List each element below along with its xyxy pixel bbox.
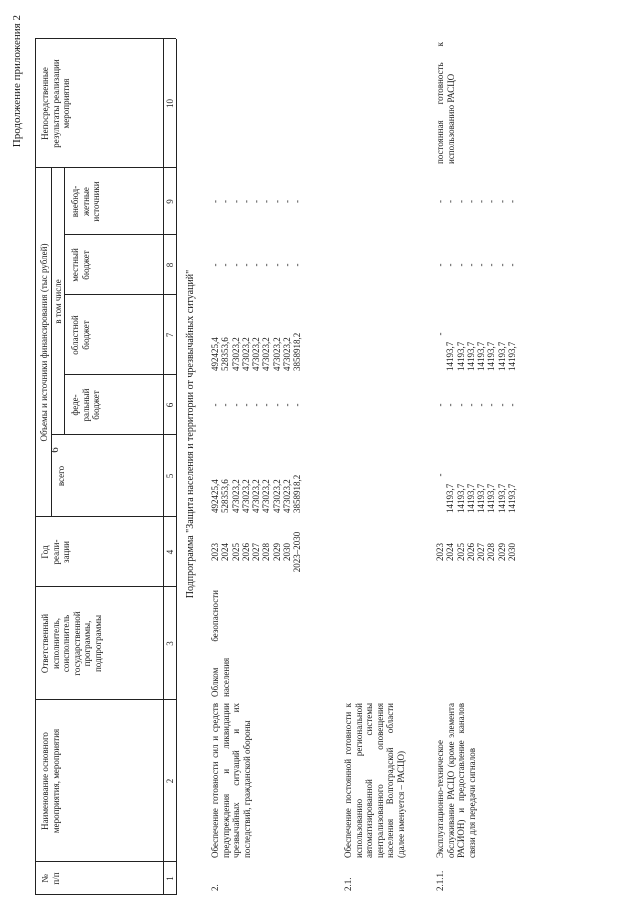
value-cell: 473023,2 (271, 337, 282, 371)
regional-column (210, 297, 303, 371)
col-number: 4 (165, 549, 175, 555)
value-cell: - (251, 200, 262, 203)
value-cell: 473023,2 (282, 337, 293, 371)
value-cell: 473023,2 (251, 479, 262, 513)
value-cell: 14193,7 (496, 341, 507, 371)
value-cell: - (292, 263, 303, 267)
value-cell: 14193,7 (476, 483, 487, 513)
value-cell: - (230, 263, 241, 267)
value-cell: 473023,2 (230, 479, 241, 513)
colnum-bottom-border (176, 39, 177, 895)
row-name: Обеспечение готовности сил и средств предупреждения и ликвидации чрезвычайных ситуаций и их последствий, гражданской обороны (210, 700, 252, 858)
row-name: Обеспечение постоянной готовности к использованию региональной автоматизированной системы централизованного оповещения населения Волгоградской области (далее именуется – РАСЦО) (343, 700, 406, 858)
value-cell: - (445, 403, 456, 407)
value-cell: - (496, 403, 507, 407)
row-number: 2.1.1. (435, 870, 445, 891)
value-cell: - (271, 200, 282, 203)
value-cell: - (435, 263, 445, 267)
value-cell: 14193,7 (455, 483, 466, 513)
value-cell: - (210, 403, 220, 407)
col-number: 8 (165, 262, 175, 268)
value-cell: - (486, 263, 497, 267)
value-cell: - (230, 200, 241, 203)
value-cell: 473023,2 (251, 337, 262, 371)
value-cell: 14193,7 (445, 341, 456, 371)
value-cell: 3858918,2 (292, 474, 303, 513)
value-cell: 473023,2 (230, 337, 241, 371)
value-cell: - (445, 263, 456, 267)
header-federal: феде- ральный бюджет (70, 388, 101, 422)
value-cell: - (261, 263, 272, 267)
year-cell: 2028 (261, 543, 272, 561)
offbudget-column (210, 168, 303, 235)
value-cell: 473023,2 (282, 479, 293, 513)
value-cell: 14193,7 (496, 483, 507, 513)
value-cell: - (465, 403, 476, 407)
total-column (210, 437, 303, 513)
year-cell: 2027 (251, 543, 262, 561)
header-regional: областной бюджет (70, 315, 91, 355)
value-cell: - (476, 403, 487, 407)
value-cell: - (240, 403, 251, 407)
value-cell: - (282, 263, 293, 267)
value-cell: - (465, 263, 476, 267)
value-cell: - (220, 200, 231, 203)
value-cell: - (496, 200, 507, 203)
header-name: Наименование основного мероприятия, мероприятия (40, 728, 61, 834)
local-column (210, 235, 303, 295)
header-offbudget: внебюд- жетные источники (70, 181, 101, 222)
col-number: 10 (165, 99, 175, 108)
year-cell: 2029 (496, 543, 507, 561)
value-cell: 473023,2 (261, 337, 272, 371)
year-cell: 2023–2030 (292, 531, 303, 573)
federal-column (435, 375, 517, 435)
value-cell: 14193,7 (507, 341, 518, 371)
header-results: Непосредственные результаты реализации мероприятия (40, 59, 71, 148)
value-cell: 473023,2 (261, 479, 272, 513)
row-name: Эксплуатационно-техническое обслуживание РАСЦО (кроме элемента РАСИОН) и предоставление каналов связи для передачи сигналов (435, 700, 477, 858)
value-cell: - (486, 200, 497, 203)
year-cell: 2026 (240, 543, 251, 561)
value-cell: 14193,7 (445, 483, 456, 513)
value-cell: - (445, 200, 456, 203)
subprogram-title: Подпрограмма "Защита населения и территории от чрезвычайных ситуаций" (185, 269, 196, 599)
value-cell: - (251, 263, 262, 267)
year-cell: 2023 (210, 543, 220, 561)
row-result: постоянная готовность к использованию РАСЦО (435, 39, 456, 164)
year-cell: 2025 (455, 543, 466, 561)
value-cell: 14193,7 (465, 483, 476, 513)
local-column (435, 235, 517, 295)
value-cell: - (282, 200, 293, 203)
value-cell: 3858918,2 (292, 332, 303, 371)
row-executor: Облком безопасности населения (210, 587, 231, 697)
header-year: Год реали- зации (40, 539, 71, 565)
value-cell: - (271, 403, 282, 407)
value-cell: - (455, 263, 466, 267)
value-cell: - (271, 263, 282, 267)
value-cell: - (435, 200, 445, 203)
year-cell: 2028 (486, 543, 497, 561)
value-cell: 14193,7 (486, 341, 497, 371)
regional-column (435, 297, 517, 371)
value-cell: - (261, 403, 272, 407)
value-cell: 528353,6 (220, 479, 231, 513)
value-cell: - (292, 200, 303, 203)
value-cell: 473023,2 (271, 479, 282, 513)
value-cell: - (220, 403, 231, 407)
value-cell: - (435, 332, 445, 336)
year-cell: 2024 (445, 543, 456, 561)
value-cell: - (240, 263, 251, 267)
year-cell: 2029 (271, 543, 282, 561)
value-cell: 473023,2 (240, 337, 251, 371)
row-number: 2.1. (343, 877, 353, 891)
row-number: 2. (210, 884, 220, 891)
value-cell: 473023,2 (240, 479, 251, 513)
value-cell: - (230, 403, 241, 407)
value-cell: - (455, 403, 466, 407)
value-cell: - (507, 200, 518, 203)
value-cell: - (435, 473, 445, 477)
value-cell: - (507, 403, 518, 407)
value-cell: - (210, 263, 220, 267)
value-cell: - (455, 200, 466, 203)
col-number: 2 (165, 778, 175, 784)
value-cell: - (435, 403, 445, 407)
year-cell: 2030 (282, 543, 293, 561)
value-cell: 492425,4 (210, 479, 220, 513)
year-cell: 2030 (507, 543, 518, 561)
value-cell: 14193,7 (507, 483, 518, 513)
offbudget-column (435, 168, 517, 235)
including-header-rule (64, 168, 65, 435)
page-number: 6 (49, 447, 61, 453)
value-cell: 528353,6 (220, 337, 231, 371)
value-cell: - (486, 403, 497, 407)
value-cell: - (507, 263, 518, 267)
value-cell: - (465, 200, 476, 203)
value-cell: - (476, 263, 487, 267)
header-including: в том числе (53, 279, 63, 324)
total-column (435, 437, 517, 513)
year-cell: 2025 (230, 543, 241, 561)
header-executor: Ответственный исполнитель, соисполнитель государственной программы, подпрограммы (40, 611, 103, 676)
value-cell: - (210, 200, 220, 203)
col-number: 6 (165, 402, 175, 408)
col-number: 3 (165, 641, 175, 646)
value-cell: - (251, 403, 262, 407)
year-cell: 2027 (476, 543, 487, 561)
years-column (210, 517, 303, 587)
year-cell: 2023 (435, 543, 445, 561)
value-cell: 14193,7 (455, 341, 466, 371)
header-total: всего (56, 465, 66, 487)
value-cell: - (496, 263, 507, 267)
value-cell: - (261, 200, 272, 203)
year-cell: 2024 (220, 543, 231, 561)
header-funding: Объемы и источники финансирования (тыс рублей) (39, 243, 49, 442)
col-number: 9 (165, 199, 175, 204)
funding-header-rule (51, 168, 52, 517)
value-cell: - (476, 200, 487, 203)
value-cell: - (292, 403, 303, 407)
col-number: 5 (165, 473, 175, 479)
value-cell: - (282, 403, 293, 407)
header-num: № п/п (40, 872, 61, 885)
value-cell: - (220, 263, 231, 267)
header-local: местный бюджет (70, 248, 91, 282)
appendix-title: Продолжение приложения 2 (11, 15, 23, 148)
federal-column (210, 375, 303, 435)
value-cell: - (240, 200, 251, 203)
value-cell: 492425,4 (210, 337, 220, 371)
value-cell: 14193,7 (465, 341, 476, 371)
years-column (435, 517, 517, 587)
value-cell: 14193,7 (486, 483, 497, 513)
value-cell: 14193,7 (476, 341, 487, 371)
col-number: 7 (165, 332, 175, 338)
year-cell: 2026 (465, 543, 476, 561)
col-number: 1 (165, 876, 175, 881)
